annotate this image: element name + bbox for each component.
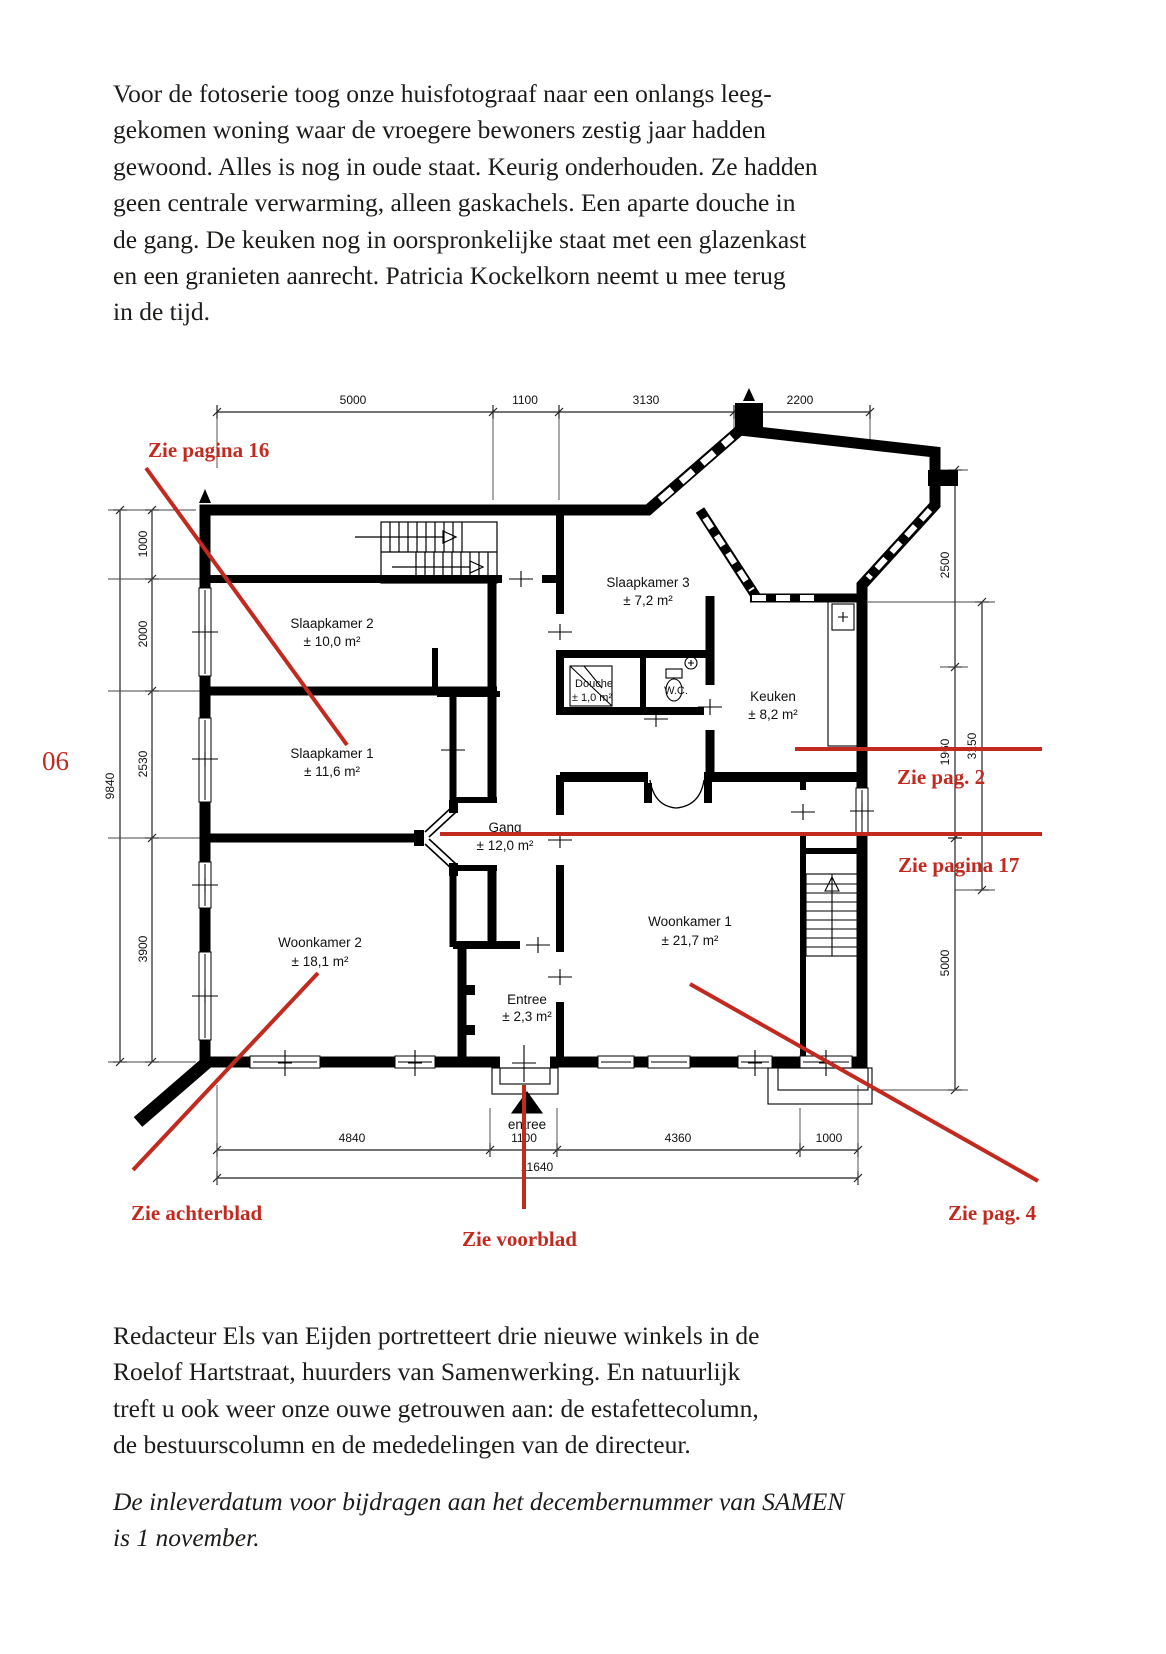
room-area-douche: ± 1,0 m² — [571, 692, 613, 704]
dim-label: 2500 — [938, 551, 952, 579]
room-label-slaapkamer3: Slaapkamer 3 — [606, 575, 690, 590]
note-zie-pag-2: Zie pag. 2 — [897, 765, 986, 789]
dim-label: 5000 — [339, 393, 367, 407]
room-area-entree: ± 2,3 m² — [502, 1009, 552, 1024]
staircase-top — [355, 522, 497, 583]
outro-line: treft u ook weer onze ouwe getrouwen aan: de estafettecolumn, — [113, 1393, 759, 1423]
intro-paragraph — [113, 76, 953, 331]
room-area-slaapkamer2: ± 10,0 m² — [303, 634, 361, 649]
room-label-woonkamer1: Woonkamer 1 — [648, 914, 732, 929]
dim-label: 1960 — [938, 738, 952, 766]
dim-label: 4360 — [664, 1131, 692, 1145]
dim-label: 2200 — [786, 393, 814, 407]
chimney — [735, 403, 763, 431]
dim-label: 3900 — [136, 935, 150, 963]
room-label-keuken: Keuken — [750, 689, 796, 704]
room-area-woonkamer2: ± 18,1 m² — [291, 954, 349, 969]
intro-line: en een granieten aanrecht. Patricia Kockelkorn neemt u mee terug — [113, 261, 786, 291]
room-labels — [278, 575, 798, 1132]
entrance-arrow — [512, 1092, 542, 1113]
intro-line: geen centrale verwarming, alleen gaskachels. Een aparte douche in — [113, 188, 796, 218]
intro-line: in de tijd. — [113, 297, 211, 327]
kitchen-fixtures — [828, 598, 858, 746]
dim-label: 3130 — [632, 393, 660, 407]
north-arrow — [199, 489, 211, 503]
room-label-gang: Gang — [488, 820, 522, 835]
dim-label: 3150 — [965, 732, 979, 760]
room-label-douche: Douche — [575, 678, 613, 690]
roof-arrow — [743, 388, 755, 401]
room-area-slaapkamer1: ± 11,6 m² — [304, 764, 360, 779]
room-label-slaapkamer2: Slaapkamer 2 — [290, 616, 374, 631]
dim-label: 2530 — [136, 750, 150, 778]
room-label-wc: W.C. — [664, 685, 688, 697]
intro-line: gewoond. Alles is nog in oude staat. Keurig onderhouden. Ze hadden — [113, 151, 818, 181]
entrance-label: entree — [507, 1117, 547, 1132]
annotation-line-achterblad — [133, 973, 318, 1170]
outro-paragraph — [113, 1318, 953, 1464]
dim-label: 1100 — [511, 1131, 537, 1145]
outro-line: de bestuurscolumn en de mededelingen van de directeur. — [113, 1430, 691, 1460]
dim-label: 9840 — [103, 772, 117, 800]
dim-label: 4840 — [338, 1131, 366, 1145]
dim-label: 1100 — [512, 393, 538, 407]
room-area-woonkamer1: ± 21,7 m² — [661, 933, 719, 948]
floorplan-drawing — [0, 370, 1166, 1270]
outro-line: Roelof Hartstraat, huurders van Samenwerking. En natuurlijk — [113, 1357, 741, 1387]
wall-stub — [928, 470, 958, 486]
room-label-woonkamer2: Woonkamer 2 — [278, 935, 362, 950]
room-label-entree: Entree — [507, 992, 547, 1007]
dim-label: 1000 — [815, 1131, 843, 1145]
outro-line: Redacteur Els van Eijden portretteert drie nieuwe winkels in de — [113, 1321, 760, 1350]
page-number: 06 — [42, 746, 69, 776]
note-zie-pag-4: Zie pag. 4 — [948, 1201, 1037, 1225]
interior-walls — [210, 506, 862, 1062]
room-area-gang: ± 12,0 m² — [476, 838, 534, 853]
intro-line: Voor de fotoserie toog onze huisfotograaf naar een onlangs leeg- — [113, 79, 772, 108]
note-zie-voorblad: Zie voorblad — [462, 1227, 577, 1251]
staircase-right — [806, 874, 858, 956]
deadline-line: is 1 november. — [113, 1523, 260, 1553]
intro-line: gekomen woning waar de vroegere bewoners zestig jaar hadden — [113, 115, 766, 145]
dim-label: 1000 — [136, 530, 150, 558]
deadline-line: De inleverdatum voor bijdragen aan het decembernummer van SAMEN — [113, 1487, 845, 1516]
room-label-slaapkamer1: Slaapkamer 1 — [290, 746, 374, 761]
deadline-paragraph — [113, 1484, 953, 1557]
dim-label: 5000 — [938, 949, 952, 977]
note-zie-pagina-17: Zie pagina 17 — [898, 853, 1020, 877]
dim-label: 2000 — [136, 620, 150, 648]
intro-line: de gang. De keuken nog in oorspronkelijke staat met een glazenkast — [113, 224, 807, 254]
room-area-slaapkamer3: ± 7,2 m² — [623, 593, 673, 608]
note-zie-achterblad: Zie achterblad — [131, 1201, 263, 1225]
note-zie-pagina-16: Zie pagina 16 — [148, 438, 270, 462]
dim-label: 11640 — [520, 1160, 554, 1174]
entrance-porch — [492, 1068, 872, 1113]
room-area-keuken: ± 8,2 m² — [748, 707, 798, 722]
